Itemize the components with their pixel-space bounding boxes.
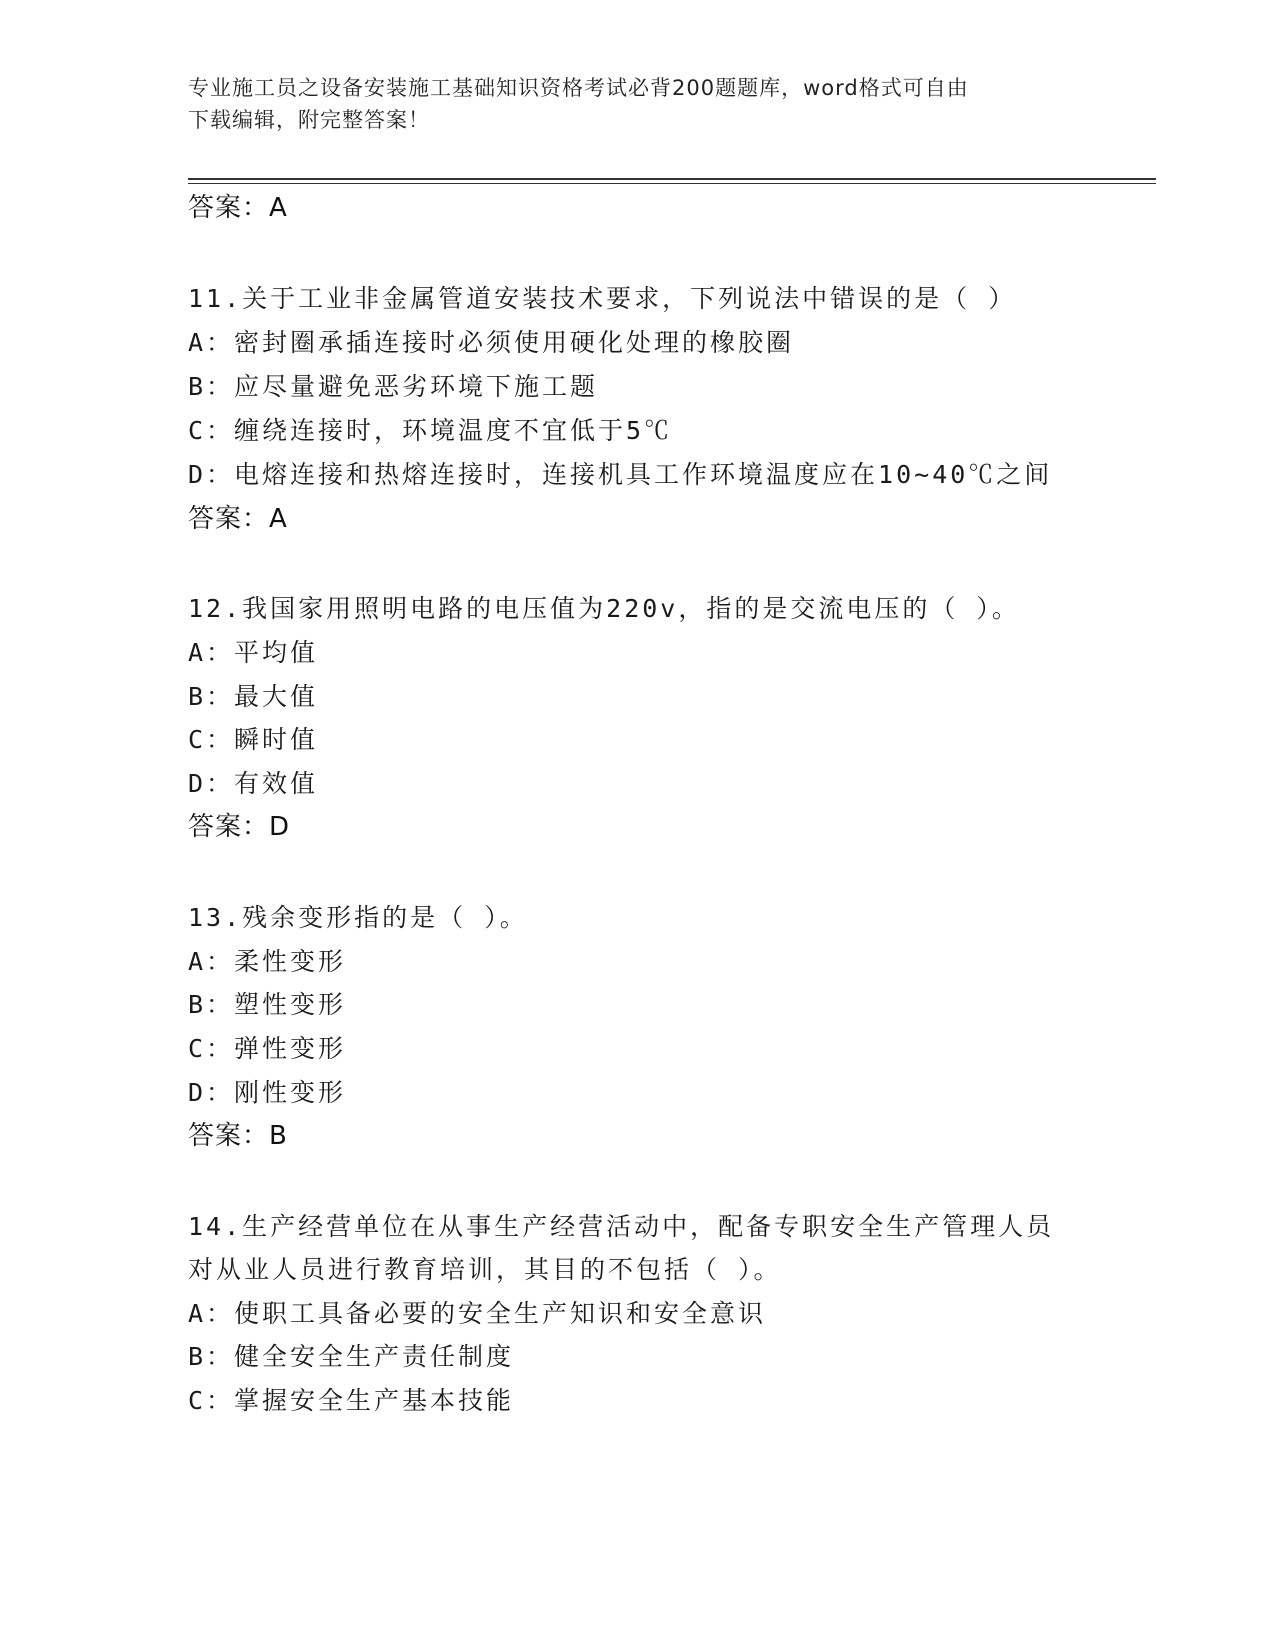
previous-answer: 答案：A <box>188 193 288 223</box>
question-11-option-d: D：电熔连接和热熔连接时，连接机具工作环境温度应在10~40℃之间 <box>188 460 1053 489</box>
question-11-stem: 11.关于工业非金属管道安装技术要求，下列说法中错误的是（ ） <box>188 284 1017 313</box>
question-14-option-a: A：使职工具备必要的安全生产知识和安全意识 <box>188 1299 767 1328</box>
document-header <box>188 72 1088 136</box>
question-13-option-c: C：弹性变形 <box>188 1034 347 1063</box>
question-11-answer: 答案：A <box>188 504 288 534</box>
question-14-option-c: C：掌握安全生产基本技能 <box>188 1386 515 1415</box>
header-title-line-1: 专业施工员之设备安装施工基础知识资格考试必背200题题库，word格式可自由 <box>188 76 969 100</box>
question-12-option-c: C：瞬时值 <box>188 725 319 754</box>
question-12-option-b: B：最大值 <box>188 682 319 711</box>
question-12-option-d: D：有效值 <box>188 769 319 798</box>
header-rule-thin <box>188 183 1156 184</box>
question-12-answer: 答案：D <box>188 812 291 842</box>
header-rule-thick <box>188 178 1156 180</box>
header-title-line-2: 下载编辑，附完整答案！ <box>188 108 430 132</box>
question-11-option-a: A：密封圈承插连接时必须使用硬化处理的橡胶圈 <box>188 328 795 357</box>
question-14-stem-line-1: 14.生产经营单位在从事生产经营活动中，配备专职安全生产管理人员 <box>188 1212 1055 1241</box>
question-13-option-b: B：塑性变形 <box>188 990 347 1019</box>
question-11-option-c: C：缠绕连接时，环境温度不宜低于5℃ <box>188 416 673 445</box>
question-11-option-b: B：应尽量避免恶劣环境下施工题 <box>188 372 599 401</box>
question-13-answer: 答案：B <box>188 1121 288 1151</box>
question-14-option-b: B：健全安全生产责任制度 <box>188 1342 515 1371</box>
question-13-option-a: A：柔性变形 <box>188 947 347 976</box>
question-12-stem: 12.我国家用照明电路的电压值为220v，指的是交流电压的（ ）。 <box>188 594 1020 623</box>
question-14-stem-line-2: 对从业人员进行教育培训，其目的不包括（ ）。 <box>188 1255 782 1284</box>
question-13-option-d: D：刚性变形 <box>188 1078 347 1107</box>
question-13-stem: 13.残余变形指的是（ ）。 <box>188 903 528 932</box>
question-12-option-a: A：平均值 <box>188 638 319 667</box>
